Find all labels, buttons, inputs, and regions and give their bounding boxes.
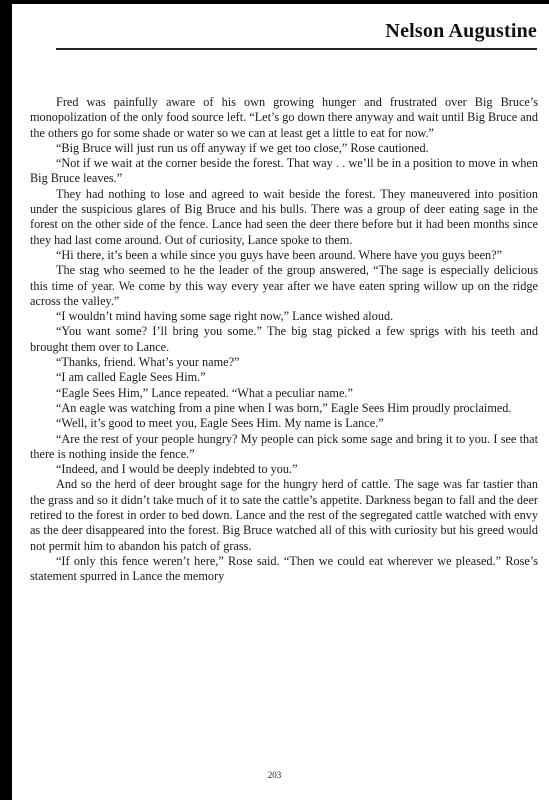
paragraph: “Hi there, it’s been a while since you guys have been around. Where have you guys been?” bbox=[56, 247, 503, 262]
paragraph: “Indeed, and I would be deeply indebted to you.” bbox=[56, 462, 298, 477]
paragraph: “Eagle Sees Him,” Lance repeated. “What a peculiar name.” bbox=[56, 385, 353, 400]
paragraph: “I am called Eagle Sees Him.” bbox=[56, 370, 206, 385]
scan-left-edge bbox=[0, 0, 12, 800]
paragraph: “Big Bruce will just run us off anyway if we get too close,” Rose cautioned. bbox=[56, 140, 429, 155]
paragraph: “Thanks, friend. What’s your name?” bbox=[56, 355, 240, 370]
paragraph: Fred was painfully aware of his own growing hunger and frustrated over Big Bruce’s monopolization of the only food source left. “Let’s go down there anyway and wait until Big Bruce and the others go for some shade or water so we can at least get a little to eat for now.” bbox=[30, 95, 538, 140]
paragraph: And so the herd of deer brought sage for the hungry herd of cattle. The sage was far tastier than the grass and so it didn’t take much of it to sate the cattle’s appetite. Darkness began to fall and the deer retired to the forest in order to bed down. Lance and the rest of the segregated cattle watched with envy as the deer disappeared into the forest. Big Bruce watched all of this with curiosity but his greed would not permit him to abandon his patch of grass. bbox=[30, 477, 538, 553]
paragraph: “If only this fence weren’t here,” Rose said. “Then we could eat wherever we pleased.” Rose’s statement spurred in Lance the memory bbox=[30, 553, 538, 584]
paragraph: “I wouldn’t mind having some sage right now,” Lance wished aloud. bbox=[56, 309, 394, 324]
scan-top-edge bbox=[0, 0, 549, 4]
paragraph: “Are the rest of your people hungry? My people can pick some sage and bring it to you. I see that there is nothing inside the fence.” bbox=[30, 431, 538, 461]
paragraph: “Not if we wait at the corner beside the forest. That way . . we’ll be in a position to move in when Big Bruce leaves.” bbox=[30, 156, 538, 186]
paragraph: They had nothing to lose and agreed to wait beside the forest. They maneuvered into position under the suspicious glares of Big Bruce and his bulls. There was a group of deer eating sage in the forest on the other side of the fence. Lance had seen the deer there before but it had been months since they had last come around. Out of curiosity, Lance spoke to them. bbox=[30, 186, 538, 247]
header-rule bbox=[56, 48, 537, 50]
paragraph: “Well, it’s good to meet you, Eagle Sees Him. My name is Lance.” bbox=[56, 416, 384, 431]
paragraph: “An eagle was watching from a pine when I was born,” Eagle Sees Him proudly proclaimed. bbox=[56, 400, 512, 415]
paragraph: The stag who seemed to he the leader of the group answered, “The sage is especially delicious this time of year. We come by this way every year after we have eaten spring willow up on the ridge across the valley.” bbox=[30, 263, 538, 308]
running-header: Nelson Augustine bbox=[385, 20, 537, 42]
paragraph: “You want some? I’ll bring you some.” The big stag picked a few sprigs with his teeth and brought them over to Lance. bbox=[30, 324, 538, 354]
body-text bbox=[30, 95, 538, 585]
page-number: 203 bbox=[267, 770, 282, 780]
